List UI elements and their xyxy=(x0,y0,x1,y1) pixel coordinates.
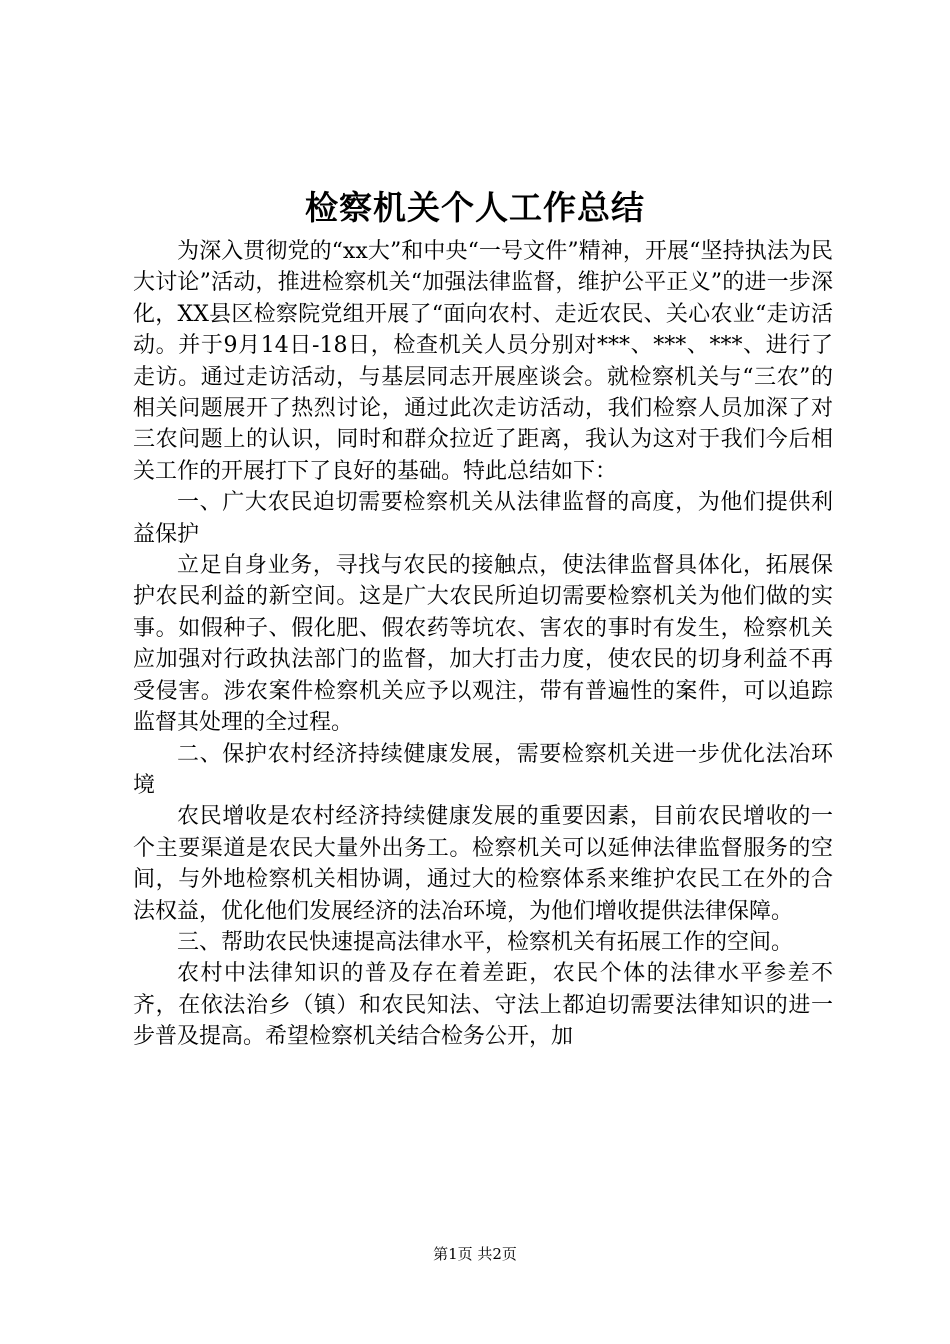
paragraph-section-3: 农村中法律知识的普及存在着差距，农民个体的法律水平参差不齐，在依法治乡（镇）和农民知法、守法上都迫切需要法律知识的进一步普及提高。希望检察机关结合检务公开，加 xyxy=(133,961,833,1050)
paragraph-intro: 为深入贯彻党的“xx大”和中央“一号文件”精神，开展“坚持执法为民大讨论”活动，推进检察机关“加强法律监督，维护公平正义”的进一步深化，XX县区检察院党组开展了“面向农村、走近农民、关心农业“走访活动。并于9月14日-18日，检查机关人员分别对***、***、***、进行了走访。通过走访活动，与基层同志开展座谈会。就检察机关与“三农”的相关问题展开了热烈讨论，通过此次走访活动，我们检察人员加深了对三农问题上的认识，同时和群众拉近了距离，我认为这对于我们今后相关工作的开展打下了良好的基础。特此总结如下： xyxy=(133,239,833,484)
section-heading-1: 一、广大农民迫切需要检察机关从法律监督的高度，为他们提供利益保护 xyxy=(133,490,833,547)
section-heading-2: 二、保护农村经济持续健康发展，需要检察机关进一步优化法冶环境 xyxy=(133,741,833,798)
page-number-footer: 第1页 共2页 xyxy=(433,1245,517,1263)
section-heading-3: 三、帮助农民快速提高法律水平，检察机关有拓展工作的空间。 xyxy=(177,929,794,955)
document-body xyxy=(133,236,833,1053)
paragraph-section-1: 立足自身业务，寻找与农民的接触点，使法律监督具体化，拓展保护农民利益的新空间。这是广大农民所迫切需要检察机关为他们做的实事。如假种子、假化肥、假农药等坑农、害农的事时有发生，检察机关应加强对行政执法部门的监督，加大打击力度，使农民的切身利益不再受侵害。涉农案件检察机关应予以观注，带有普遍性的案件，可以追踪监督其处理的全过程。 xyxy=(133,553,833,736)
paragraph-section-2: 农民增收是农村经济持续健康发展的重要因素，目前农民增收的一个主要渠道是农民大量外出务工。检察机关可以延伸法律监督服务的空间，与外地检察机关相协调，通过大的检察体系来维护农民工在外的合法权益，优化他们发展经济的法冶环境，为他们增收提供法律保障。 xyxy=(133,804,833,924)
document-title: 检察机关个人工作总结 xyxy=(305,188,645,227)
